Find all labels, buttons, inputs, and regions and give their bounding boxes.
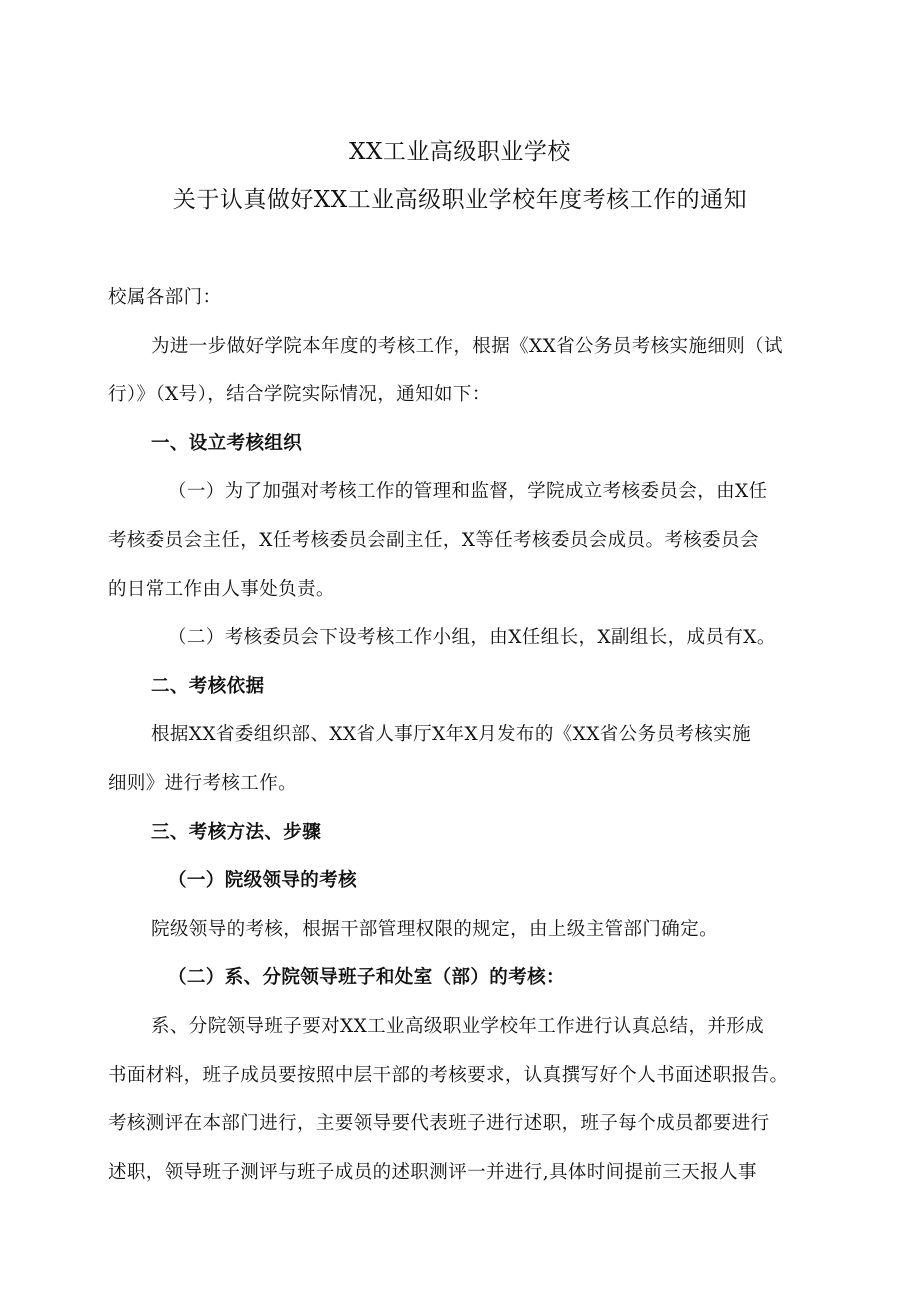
body-text-line: 行）》（X号），结合学院实际情况，通知如下： (108, 384, 491, 406)
body-text-line: （二）考核委员会下设考核工作小组，由X任组长，X副组长，成员有X。 (168, 627, 776, 649)
section-heading: （一）院级领导的考核 (168, 870, 358, 892)
title-line-2: 关于认真做好XX工业高级职业学校年度考核工作的通知 (172, 187, 748, 213)
section-heading: 一、设立考核组织 (151, 432, 303, 454)
body-text-line: 细则》进行考核工作。 (108, 772, 298, 794)
body-text-line: 的日常工作由人事处负责。 (108, 578, 335, 600)
section-heading: 三、考核方法、步骤 (151, 821, 322, 843)
body-text-line: 考核测评在本部门进行，主要领导要代表班子进行述职，班子每个成员都要进行 (108, 1113, 770, 1135)
body-text-line: （一）为了加强对考核工作的管理和监督，学院成立考核委员会，由X任 (168, 481, 768, 503)
title-line-1: XX工业高级职业学校 (349, 139, 571, 165)
body-text-line: 述职，领导班子测评与班子成员的述职测评一并进行,具体时间提前三天报人事 (108, 1161, 757, 1183)
section-heading: 二、考核依据 (151, 675, 265, 697)
body-text-line: 根据XX省委组织部、XX省人事厅X年X月发布的《XX省公务员考核实施 (151, 724, 751, 746)
body-text-line: 为进一步做好学院本年度的考核工作，根据《XX省公务员考核实施细则（试 (151, 335, 783, 357)
section-heading: （二）系、分院领导班子和处室（部）的考核： (168, 967, 565, 989)
body-text-line: 考核委员会主任，X任考核委员会副主任，X等任考核委员会成员。考核委员会 (108, 529, 759, 551)
body-text-line: 书面材料，班子成员要按照中层干部的考核要求，认真撰写好个人书面述职报告。 (108, 1064, 789, 1086)
document-title (0, 128, 920, 224)
body-text-line: 院级领导的考核，根据干部管理权限的规定，由上级主管部门确定。 (151, 918, 719, 940)
body-text-line: 校属各部门： (108, 287, 222, 308)
document-body (108, 274, 814, 1197)
body-text-line: 系、分院领导班子要对XX工业高级职业学校年工作进行认真总结，并形成 (151, 1015, 765, 1037)
